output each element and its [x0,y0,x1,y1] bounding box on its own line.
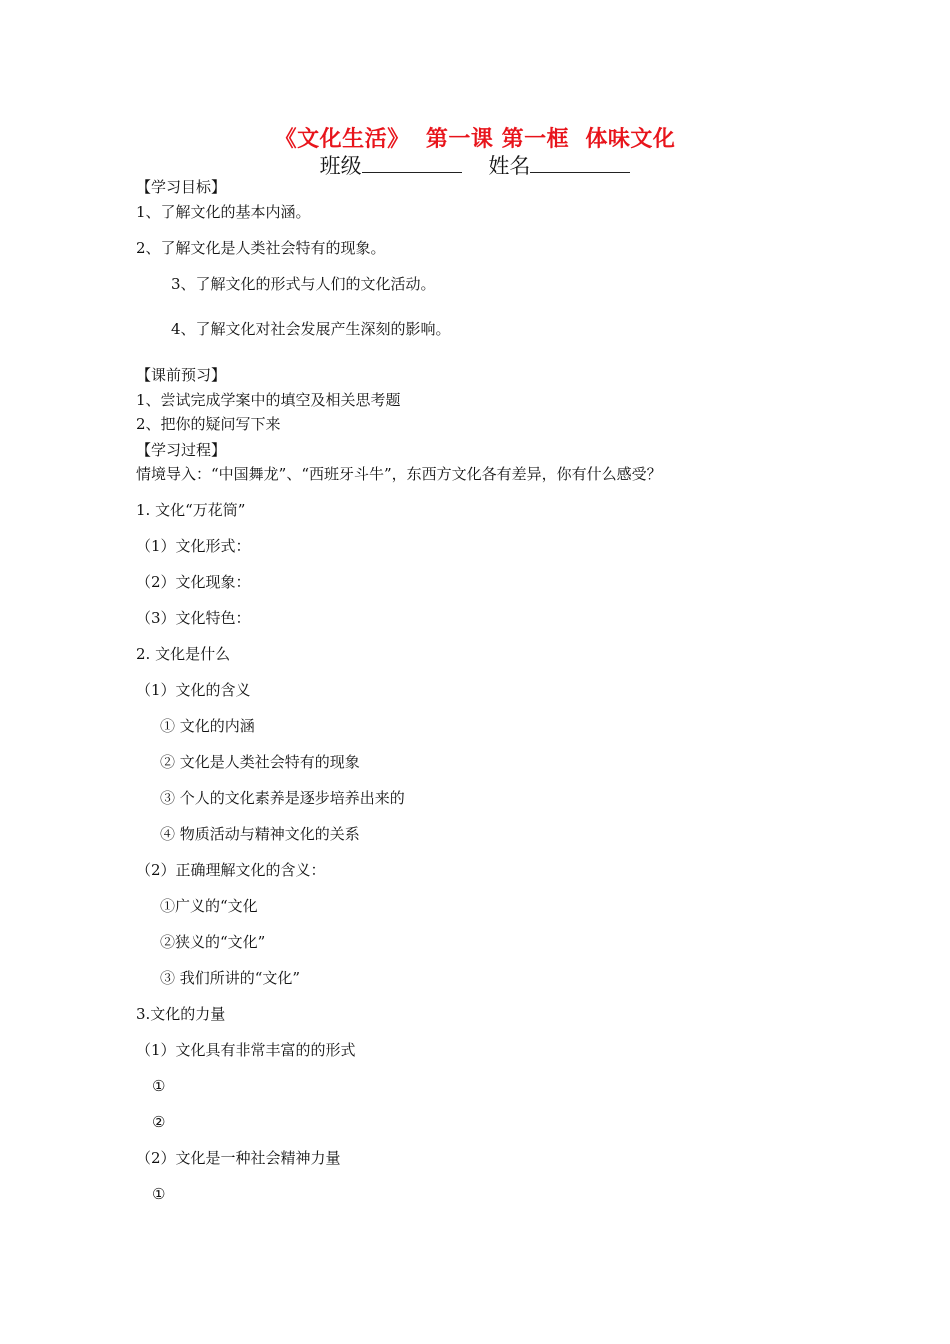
point-item: ① [152,1185,166,1203]
preview-item: 1、尝试完成学案中的填空及相关思考题 [136,391,401,409]
point-item: ② [152,1113,166,1131]
process-intro: 情境导入：“中国舞龙”、“西班牙斗牛”，东西方文化各有差异，你有什么感受？ [136,465,662,483]
goal-item: 1、了解文化的基本内涵。 [136,203,311,221]
section-heading: 1. 文化“万花筒” [136,501,246,519]
point-item: ① [152,1077,166,1095]
subsection-item: （3）文化特色： [136,609,251,627]
goal-item: 4、了解文化对社会发展产生深刻的影响。 [171,320,451,338]
goals-heading: 【学习目标】 [136,178,227,196]
name-blank[interactable] [530,154,630,173]
subsection-item: （2）正确理解文化的含义： [136,861,326,879]
subsection-item: （2）文化现象： [136,573,251,591]
class-blank[interactable] [362,154,462,173]
goal-item: 3、了解文化的形式与人们的文化活动。 [171,275,436,293]
process-heading: 【学习过程】 [136,441,227,459]
page-title: 《文化生活》 第一课 第一框 体味文化 [274,127,676,152]
point-item: ④ 物质活动与精神文化的关系 [160,825,360,843]
name-label: 姓名 [488,154,531,178]
section-heading: 2. 文化是什么 [136,645,231,663]
point-item: ①广义的“文化 [160,897,258,915]
class-label: 班级 [319,154,362,178]
class-name-line [0,150,950,180]
point-item: ① 文化的内涵 [160,717,255,735]
preview-heading: 【课前预习】 [136,366,227,384]
point-item: ③ 个人的文化素养是逐步培养出来的 [160,789,405,807]
point-item: ③ 我们所讲的“文化” [160,969,301,987]
section-heading: 3.文化的力量 [136,1005,226,1023]
point-item: ②狭义的“文化” [160,933,266,951]
subsection-item: （1）文化具有非常丰富的的形式 [136,1041,356,1059]
preview-item: 2、把你的疑问写下来 [136,415,281,433]
point-item: ② 文化是人类社会特有的现象 [160,753,360,771]
subsection-item: （2）文化是一种社会精神力量 [136,1149,341,1167]
subsection-item: （1）文化形式： [136,537,251,555]
goal-item: 2、了解文化是人类社会特有的现象。 [136,239,386,257]
subsection-item: （1）文化的含义 [136,681,251,699]
